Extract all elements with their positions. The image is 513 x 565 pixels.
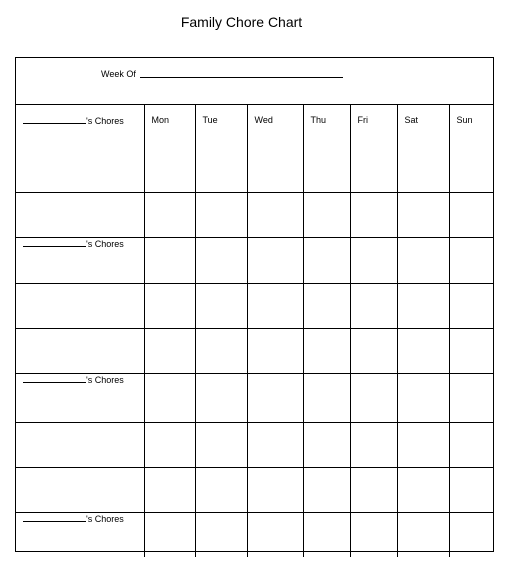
- day-header: [449, 105, 493, 148]
- chore-name-cell[interactable]: [16, 148, 144, 193]
- day-cell[interactable]: [350, 238, 397, 284]
- chore-row: [16, 423, 493, 468]
- day-cell[interactable]: [303, 468, 350, 513]
- day-cell[interactable]: [247, 468, 303, 513]
- name-blank[interactable]: [23, 238, 86, 247]
- day-tue: Tue: [202, 115, 218, 125]
- chore-name-cell[interactable]: [16, 513, 144, 558]
- day-header: [144, 105, 195, 148]
- day-header: [397, 105, 449, 148]
- day-sun: Sun: [456, 115, 473, 125]
- day-thu: Thu: [310, 115, 327, 125]
- chore-name-cell[interactable]: [16, 193, 144, 238]
- day-cell[interactable]: [449, 513, 493, 558]
- chore-row: [16, 238, 493, 284]
- day-cell[interactable]: [195, 374, 247, 423]
- day-cell[interactable]: [195, 238, 247, 284]
- day-cell[interactable]: [350, 329, 397, 374]
- chores-name-label: [23, 238, 124, 249]
- day-cell[interactable]: [144, 284, 195, 329]
- day-fri: Fri: [357, 115, 368, 125]
- day-wed: Wed: [254, 115, 273, 125]
- chore-name-cell[interactable]: [16, 423, 144, 468]
- day-cell[interactable]: [303, 193, 350, 238]
- day-cell[interactable]: [397, 193, 449, 238]
- chore-row: [16, 193, 493, 238]
- day-cell[interactable]: [247, 423, 303, 468]
- day-cell[interactable]: [303, 238, 350, 284]
- chore-row: [16, 468, 493, 513]
- day-mon: Mon: [151, 115, 170, 125]
- day-cell[interactable]: [195, 423, 247, 468]
- day-cell[interactable]: [449, 423, 493, 468]
- day-header: [303, 105, 350, 148]
- day-cell[interactable]: [397, 374, 449, 423]
- day-cell[interactable]: [303, 148, 350, 193]
- day-cell[interactable]: [247, 329, 303, 374]
- day-cell[interactable]: [303, 329, 350, 374]
- chore-chart: [15, 57, 494, 552]
- week-of-row: [16, 58, 493, 105]
- day-cell[interactable]: [247, 374, 303, 423]
- day-cell[interactable]: [449, 193, 493, 238]
- day-cell[interactable]: [303, 284, 350, 329]
- day-cell[interactable]: [144, 513, 195, 558]
- day-cell[interactable]: [350, 423, 397, 468]
- chore-name-cell[interactable]: [16, 284, 144, 329]
- chore-row: [16, 284, 493, 329]
- chores-suffix: 's Chores: [86, 514, 124, 524]
- day-cell[interactable]: [144, 148, 195, 193]
- day-cell[interactable]: [449, 148, 493, 193]
- chore-name-cell[interactable]: [16, 374, 144, 423]
- chores-name-label: [23, 115, 124, 126]
- header-row: [16, 105, 493, 148]
- chores-suffix: 's Chores: [86, 375, 124, 385]
- day-cell[interactable]: [397, 238, 449, 284]
- day-cell[interactable]: [350, 284, 397, 329]
- chore-name-cell[interactable]: [16, 238, 144, 284]
- day-cell[interactable]: [350, 193, 397, 238]
- day-cell[interactable]: [449, 468, 493, 513]
- week-of-blank[interactable]: [140, 77, 343, 78]
- day-cell[interactable]: [247, 148, 303, 193]
- day-sat: Sat: [404, 115, 419, 125]
- chore-grid: [16, 105, 493, 557]
- chores-suffix: 's Chores: [86, 116, 124, 126]
- chores-suffix: 's Chores: [86, 239, 124, 249]
- day-header: [195, 105, 247, 148]
- day-cell[interactable]: [350, 148, 397, 193]
- name-blank[interactable]: [23, 513, 86, 522]
- day-cell[interactable]: [144, 329, 195, 374]
- day-cell[interactable]: [195, 513, 247, 558]
- day-cell[interactable]: [195, 284, 247, 329]
- chore-row: [16, 148, 493, 193]
- day-cell[interactable]: [247, 284, 303, 329]
- day-cell[interactable]: [195, 148, 247, 193]
- name-blank[interactable]: [23, 374, 86, 383]
- day-cell[interactable]: [449, 374, 493, 423]
- day-cell[interactable]: [247, 513, 303, 558]
- day-cell[interactable]: [247, 193, 303, 238]
- day-header: [350, 105, 397, 148]
- chore-row: [16, 513, 493, 558]
- day-cell[interactable]: [350, 468, 397, 513]
- chore-row: [16, 329, 493, 374]
- chores-name-label: [23, 513, 124, 524]
- chores-name-label: [23, 374, 124, 385]
- day-cell[interactable]: [144, 374, 195, 423]
- day-cell[interactable]: [449, 284, 493, 329]
- day-cell[interactable]: [195, 329, 247, 374]
- day-cell[interactable]: [397, 423, 449, 468]
- day-cell[interactable]: [449, 238, 493, 284]
- chart-title: Family Chore Chart: [180, 14, 303, 30]
- day-cell[interactable]: [397, 468, 449, 513]
- name-blank[interactable]: [23, 115, 86, 124]
- day-cell[interactable]: [397, 513, 449, 558]
- day-cell[interactable]: [350, 513, 397, 558]
- day-cell[interactable]: [397, 329, 449, 374]
- day-cell[interactable]: [144, 238, 195, 284]
- week-of-label: Week Of: [101, 69, 136, 79]
- day-cell[interactable]: [350, 374, 397, 423]
- chore-name-cell[interactable]: [16, 329, 144, 374]
- day-cell[interactable]: [144, 468, 195, 513]
- chore-row: [16, 374, 493, 423]
- day-cell[interactable]: [247, 238, 303, 284]
- day-cell[interactable]: [144, 193, 195, 238]
- header-name-cell: [16, 105, 144, 148]
- day-cell[interactable]: [195, 468, 247, 513]
- day-cell[interactable]: [144, 423, 195, 468]
- day-cell[interactable]: [397, 148, 449, 193]
- day-cell[interactable]: [303, 423, 350, 468]
- day-cell[interactable]: [303, 374, 350, 423]
- chore-name-cell[interactable]: [16, 468, 144, 513]
- day-cell[interactable]: [303, 513, 350, 558]
- day-cell[interactable]: [449, 329, 493, 374]
- day-cell[interactable]: [397, 284, 449, 329]
- day-header: [247, 105, 303, 148]
- day-cell[interactable]: [195, 193, 247, 238]
